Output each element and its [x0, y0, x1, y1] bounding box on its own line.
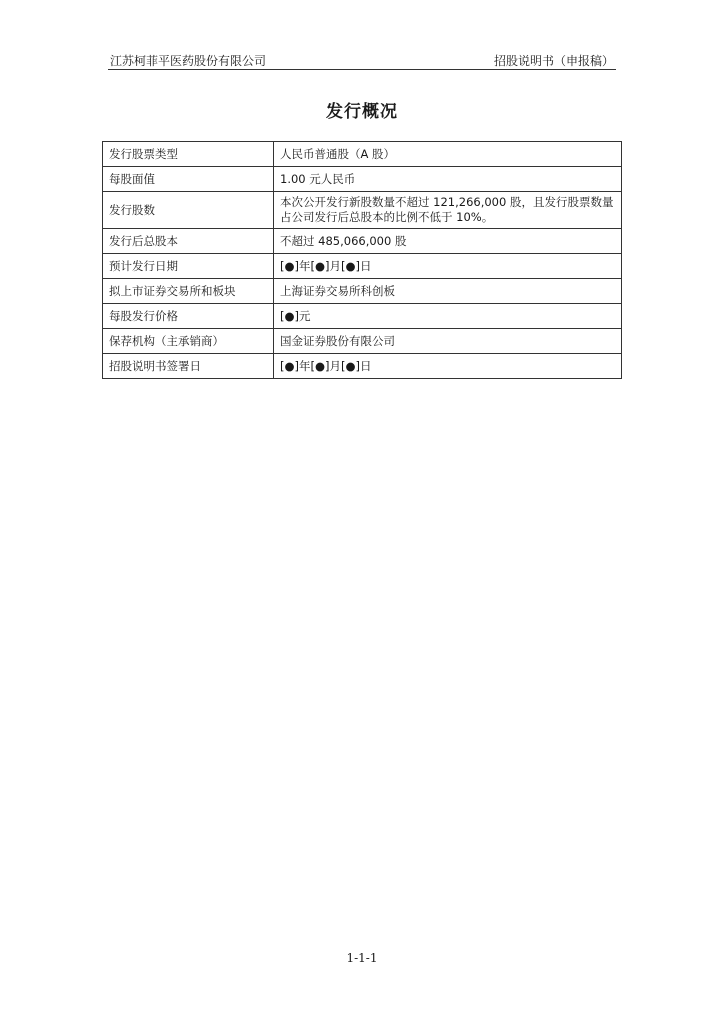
document-type: 招股说明书（申报稿）: [493, 54, 614, 68]
page-header: [108, 51, 616, 70]
row-label: 发行股数: [103, 192, 274, 229]
row-label: 发行后总股本: [103, 229, 274, 254]
table-row: [103, 229, 622, 254]
table-row: [103, 354, 622, 379]
offering-summary-table: [102, 141, 622, 379]
row-label: 预计发行日期: [103, 254, 274, 279]
row-label: 招股说明书签署日: [103, 354, 274, 379]
row-label: 发行股票类型: [103, 142, 274, 167]
table-row: [103, 329, 622, 354]
table-row: [103, 142, 622, 167]
row-value: 国金证券股份有限公司: [274, 329, 622, 354]
row-label: 保荐机构（主承销商）: [103, 329, 274, 354]
row-label: 每股发行价格: [103, 304, 274, 329]
row-value: [●]元: [274, 304, 622, 329]
table-row: [103, 192, 622, 229]
company-name: 江苏柯菲平医药股份有限公司: [110, 54, 267, 68]
row-value: 1.00 元人民币: [274, 167, 622, 192]
row-label: 拟上市证券交易所和板块: [103, 279, 274, 304]
row-value: 不超过 485,066,000 股: [274, 229, 622, 254]
table-row: [103, 254, 622, 279]
row-label: 每股面值: [103, 167, 274, 192]
page-number: 1-1-1: [346, 951, 378, 965]
row-value: [●]年[●]月[●]日: [274, 254, 622, 279]
row-value: 人民币普通股（A 股）: [274, 142, 622, 167]
row-value: 本次公开发行新股数量不超过 121,266,000 股，且发行股票数量占公司发行后总股本的比例不低于 10%。: [274, 192, 622, 229]
table-row: [103, 304, 622, 329]
table-row: [103, 279, 622, 304]
page-title: 发行概况: [326, 102, 398, 122]
row-value: 上海证券交易所科创板: [274, 279, 622, 304]
table-row: [103, 167, 622, 192]
row-value: [●]年[●]月[●]日: [274, 354, 622, 379]
